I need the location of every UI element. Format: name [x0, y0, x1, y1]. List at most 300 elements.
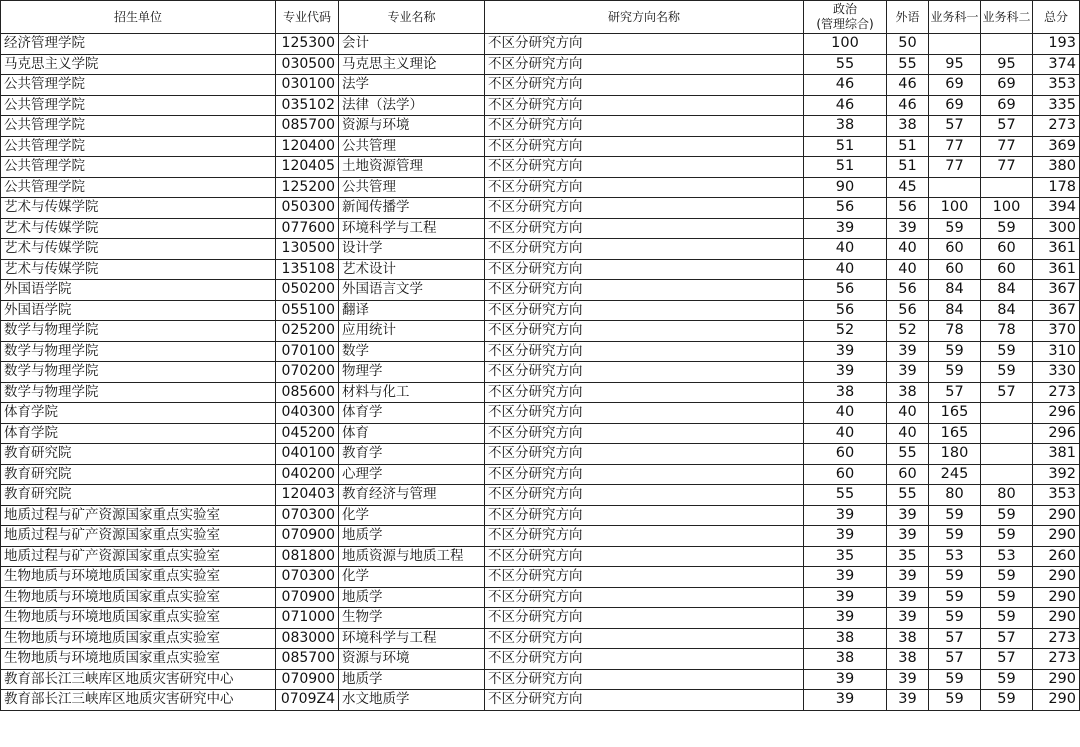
cell-foreign: 56 — [887, 198, 929, 219]
table-row — [1, 341, 1080, 362]
cell-subject1: 59 — [929, 362, 981, 383]
cell-code: 070300 — [276, 567, 339, 588]
cell-unit: 生物地质与环境地质国家重点实验室 — [1, 608, 276, 629]
cell-direction: 不区分研究方向 — [485, 95, 804, 116]
cell-direction: 不区分研究方向 — [485, 280, 804, 301]
cell-direction: 不区分研究方向 — [485, 54, 804, 75]
cell-total: 296 — [1033, 423, 1080, 444]
table-row — [1, 239, 1080, 260]
cell-total: 260 — [1033, 546, 1080, 567]
cell-unit: 教育部长江三峡库区地质灾害研究中心 — [1, 690, 276, 711]
header-subject2: 业务科二 — [981, 1, 1033, 34]
header-code: 专业代码 — [276, 1, 339, 34]
cell-subject1: 77 — [929, 157, 981, 178]
cell-direction: 不区分研究方向 — [485, 587, 804, 608]
cell-direction: 不区分研究方向 — [485, 362, 804, 383]
cell-politics: 39 — [804, 567, 887, 588]
cell-code: 070300 — [276, 505, 339, 526]
cell-total: 193 — [1033, 34, 1080, 55]
table-row — [1, 116, 1080, 137]
cell-foreign: 46 — [887, 75, 929, 96]
cell-total: 290 — [1033, 587, 1080, 608]
cell-major: 化学 — [339, 567, 485, 588]
table-row — [1, 218, 1080, 239]
cell-total: 369 — [1033, 136, 1080, 157]
cell-subject1: 60 — [929, 259, 981, 280]
cell-subject2: 57 — [981, 628, 1033, 649]
cell-code: 030500 — [276, 54, 339, 75]
cell-foreign: 39 — [887, 218, 929, 239]
cell-direction: 不区分研究方向 — [485, 403, 804, 424]
cell-direction: 不区分研究方向 — [485, 198, 804, 219]
cell-major: 地质学 — [339, 587, 485, 608]
cell-total: 367 — [1033, 300, 1080, 321]
cell-foreign: 52 — [887, 321, 929, 342]
cell-politics: 40 — [804, 239, 887, 260]
table-row — [1, 526, 1080, 547]
cell-unit: 公共管理学院 — [1, 116, 276, 137]
cell-code: 125200 — [276, 177, 339, 198]
cell-major: 设计学 — [339, 239, 485, 260]
cell-subject1: 57 — [929, 116, 981, 137]
cell-subject2: 60 — [981, 259, 1033, 280]
table-row — [1, 628, 1080, 649]
table-row — [1, 198, 1080, 219]
cell-subject1: 77 — [929, 136, 981, 157]
cell-foreign: 39 — [887, 690, 929, 711]
header-total: 总分 — [1033, 1, 1080, 34]
cell-subject2 — [981, 423, 1033, 444]
cell-foreign: 55 — [887, 54, 929, 75]
cell-major: 翻译 — [339, 300, 485, 321]
cell-politics: 38 — [804, 628, 887, 649]
cell-subject2: 59 — [981, 690, 1033, 711]
cell-politics: 39 — [804, 669, 887, 690]
cell-foreign: 39 — [887, 526, 929, 547]
cell-total: 273 — [1033, 649, 1080, 670]
cell-subject2: 59 — [981, 341, 1033, 362]
cell-unit: 数学与物理学院 — [1, 382, 276, 403]
cell-major: 新闻传播学 — [339, 198, 485, 219]
cell-subject1: 59 — [929, 505, 981, 526]
cell-unit: 公共管理学院 — [1, 177, 276, 198]
table-row — [1, 136, 1080, 157]
cell-total: 353 — [1033, 485, 1080, 506]
cell-subject1 — [929, 177, 981, 198]
cell-politics: 40 — [804, 423, 887, 444]
cell-code: 130500 — [276, 239, 339, 260]
header-unit: 招生单位 — [1, 1, 276, 34]
cell-foreign: 39 — [887, 341, 929, 362]
cell-direction: 不区分研究方向 — [485, 341, 804, 362]
cell-foreign: 40 — [887, 239, 929, 260]
cell-subject1: 69 — [929, 95, 981, 116]
cell-subject2: 57 — [981, 116, 1033, 137]
cell-subject2: 59 — [981, 505, 1033, 526]
cell-subject1: 60 — [929, 239, 981, 260]
cell-politics: 56 — [804, 198, 887, 219]
cell-politics: 51 — [804, 157, 887, 178]
cell-foreign: 39 — [887, 587, 929, 608]
header-row — [1, 1, 1080, 34]
cell-foreign: 46 — [887, 95, 929, 116]
cell-unit: 数学与物理学院 — [1, 321, 276, 342]
cell-unit: 生物地质与环境地质国家重点实验室 — [1, 587, 276, 608]
cell-major: 资源与环境 — [339, 116, 485, 137]
header-subject1: 业务科一 — [929, 1, 981, 34]
cell-unit: 生物地质与环境地质国家重点实验室 — [1, 649, 276, 670]
table-row — [1, 423, 1080, 444]
cell-politics: 38 — [804, 382, 887, 403]
cell-code: 081800 — [276, 546, 339, 567]
cell-code: 120405 — [276, 157, 339, 178]
cell-foreign: 38 — [887, 628, 929, 649]
cell-major: 地质学 — [339, 526, 485, 547]
cell-subject2: 80 — [981, 485, 1033, 506]
cell-major: 数学 — [339, 341, 485, 362]
cell-politics: 90 — [804, 177, 887, 198]
cell-foreign: 35 — [887, 546, 929, 567]
cell-major: 化学 — [339, 505, 485, 526]
cell-direction: 不区分研究方向 — [485, 546, 804, 567]
cell-foreign: 39 — [887, 567, 929, 588]
cell-foreign: 51 — [887, 136, 929, 157]
cell-direction: 不区分研究方向 — [485, 75, 804, 96]
cell-direction: 不区分研究方向 — [485, 628, 804, 649]
cell-total: 273 — [1033, 628, 1080, 649]
cell-total: 353 — [1033, 75, 1080, 96]
cell-politics: 46 — [804, 75, 887, 96]
cell-politics: 52 — [804, 321, 887, 342]
cell-subject1: 53 — [929, 546, 981, 567]
cell-subject1: 180 — [929, 444, 981, 465]
cell-politics: 40 — [804, 259, 887, 280]
cell-unit: 地质过程与矿产资源国家重点实验室 — [1, 526, 276, 547]
cell-subject1: 59 — [929, 690, 981, 711]
cell-foreign: 39 — [887, 362, 929, 383]
header-politics: 政治 (管理综合) — [804, 1, 887, 34]
cell-foreign: 39 — [887, 505, 929, 526]
cell-unit: 外国语学院 — [1, 280, 276, 301]
cell-politics: 60 — [804, 444, 887, 465]
cell-code: 070900 — [276, 669, 339, 690]
cell-subject1: 59 — [929, 526, 981, 547]
cell-subject1: 95 — [929, 54, 981, 75]
table-row — [1, 34, 1080, 55]
cell-politics: 40 — [804, 403, 887, 424]
cell-foreign: 39 — [887, 608, 929, 629]
table-row — [1, 280, 1080, 301]
cell-subject2: 59 — [981, 362, 1033, 383]
table-row — [1, 485, 1080, 506]
cell-politics: 39 — [804, 218, 887, 239]
cell-total: 370 — [1033, 321, 1080, 342]
cell-major: 法学 — [339, 75, 485, 96]
cell-major: 公共管理 — [339, 177, 485, 198]
table-row — [1, 403, 1080, 424]
cell-foreign: 60 — [887, 464, 929, 485]
cell-unit: 公共管理学院 — [1, 75, 276, 96]
cell-subject2 — [981, 177, 1033, 198]
table-row — [1, 444, 1080, 465]
cell-code: 135108 — [276, 259, 339, 280]
header-major: 专业名称 — [339, 1, 485, 34]
cell-unit: 公共管理学院 — [1, 136, 276, 157]
cell-major: 心理学 — [339, 464, 485, 485]
cell-code: 077600 — [276, 218, 339, 239]
cell-foreign: 55 — [887, 444, 929, 465]
cell-code: 040100 — [276, 444, 339, 465]
cell-subject2: 59 — [981, 526, 1033, 547]
cell-code: 070900 — [276, 587, 339, 608]
cell-code: 050300 — [276, 198, 339, 219]
cell-politics: 39 — [804, 587, 887, 608]
cell-subject1: 69 — [929, 75, 981, 96]
cell-politics: 39 — [804, 608, 887, 629]
cell-politics: 39 — [804, 526, 887, 547]
cell-direction: 不区分研究方向 — [485, 116, 804, 137]
cell-subject2: 84 — [981, 300, 1033, 321]
cell-unit: 生物地质与环境地质国家重点实验室 — [1, 628, 276, 649]
cell-foreign: 56 — [887, 300, 929, 321]
cell-total: 290 — [1033, 526, 1080, 547]
cell-major: 水文地质学 — [339, 690, 485, 711]
cell-major: 土地资源管理 — [339, 157, 485, 178]
cell-total: 178 — [1033, 177, 1080, 198]
cell-major: 教育学 — [339, 444, 485, 465]
cell-unit: 外国语学院 — [1, 300, 276, 321]
table-row — [1, 54, 1080, 75]
cell-politics: 39 — [804, 690, 887, 711]
cell-direction: 不区分研究方向 — [485, 259, 804, 280]
cell-direction: 不区分研究方向 — [485, 690, 804, 711]
cell-major: 地质资源与地质工程 — [339, 546, 485, 567]
table-row — [1, 587, 1080, 608]
table-row — [1, 75, 1080, 96]
cell-code: 071000 — [276, 608, 339, 629]
table-row — [1, 546, 1080, 567]
cell-subject2: 84 — [981, 280, 1033, 301]
cell-subject2: 59 — [981, 669, 1033, 690]
cell-total: 394 — [1033, 198, 1080, 219]
cell-code: 070200 — [276, 362, 339, 383]
cell-foreign: 38 — [887, 116, 929, 137]
cell-subject2: 57 — [981, 649, 1033, 670]
cell-politics: 39 — [804, 341, 887, 362]
cell-unit: 体育学院 — [1, 423, 276, 444]
cell-code: 083000 — [276, 628, 339, 649]
cell-foreign: 51 — [887, 157, 929, 178]
cell-unit: 艺术与传媒学院 — [1, 218, 276, 239]
cell-subject1: 57 — [929, 628, 981, 649]
header-foreign: 外语 — [887, 1, 929, 34]
cell-code: 120400 — [276, 136, 339, 157]
table-row — [1, 300, 1080, 321]
cell-politics: 55 — [804, 485, 887, 506]
cell-direction: 不区分研究方向 — [485, 218, 804, 239]
table-row — [1, 259, 1080, 280]
table-row — [1, 321, 1080, 342]
cell-subject1 — [929, 34, 981, 55]
cell-direction: 不区分研究方向 — [485, 505, 804, 526]
cell-code: 030100 — [276, 75, 339, 96]
cell-politics: 38 — [804, 116, 887, 137]
cell-subject2: 53 — [981, 546, 1033, 567]
cell-total: 290 — [1033, 608, 1080, 629]
cell-direction: 不区分研究方向 — [485, 485, 804, 506]
table-row — [1, 362, 1080, 383]
cell-politics: 51 — [804, 136, 887, 157]
cell-unit: 地质过程与矿产资源国家重点实验室 — [1, 546, 276, 567]
cell-major: 会计 — [339, 34, 485, 55]
cell-subject2 — [981, 34, 1033, 55]
cell-subject2: 69 — [981, 95, 1033, 116]
cell-code: 040300 — [276, 403, 339, 424]
cell-foreign: 50 — [887, 34, 929, 55]
cell-subject1: 57 — [929, 649, 981, 670]
cell-unit: 教育研究院 — [1, 444, 276, 465]
table-row — [1, 690, 1080, 711]
cell-subject2: 60 — [981, 239, 1033, 260]
cell-foreign: 38 — [887, 649, 929, 670]
cell-foreign: 40 — [887, 403, 929, 424]
cell-subject1: 59 — [929, 669, 981, 690]
cell-total: 361 — [1033, 259, 1080, 280]
cell-total: 367 — [1033, 280, 1080, 301]
header-direction: 研究方向名称 — [485, 1, 804, 34]
cell-subject1: 59 — [929, 567, 981, 588]
cell-direction: 不区分研究方向 — [485, 649, 804, 670]
cell-subject1: 165 — [929, 423, 981, 444]
cell-politics: 38 — [804, 649, 887, 670]
cell-unit: 生物地质与环境地质国家重点实验室 — [1, 567, 276, 588]
cell-subject1: 245 — [929, 464, 981, 485]
cell-code: 050200 — [276, 280, 339, 301]
cell-code: 035102 — [276, 95, 339, 116]
table-body — [1, 34, 1080, 711]
cell-direction: 不区分研究方向 — [485, 444, 804, 465]
cell-total: 374 — [1033, 54, 1080, 75]
cell-politics: 55 — [804, 54, 887, 75]
cell-total: 290 — [1033, 690, 1080, 711]
cell-code: 045200 — [276, 423, 339, 444]
cell-unit: 数学与物理学院 — [1, 341, 276, 362]
cell-code: 125300 — [276, 34, 339, 55]
cell-code: 070900 — [276, 526, 339, 547]
cell-major: 教育经济与管理 — [339, 485, 485, 506]
cell-subject1: 57 — [929, 382, 981, 403]
cell-code: 070100 — [276, 341, 339, 362]
cell-major: 资源与环境 — [339, 649, 485, 670]
cell-unit: 教育研究院 — [1, 485, 276, 506]
cell-foreign: 40 — [887, 423, 929, 444]
cell-subject1: 84 — [929, 280, 981, 301]
cell-total: 335 — [1033, 95, 1080, 116]
cell-total: 296 — [1033, 403, 1080, 424]
cell-total: 290 — [1033, 567, 1080, 588]
cell-subject2: 59 — [981, 567, 1033, 588]
cell-subject2 — [981, 464, 1033, 485]
cell-major: 体育 — [339, 423, 485, 444]
cell-direction: 不区分研究方向 — [485, 239, 804, 260]
cell-major: 生物学 — [339, 608, 485, 629]
cell-total: 273 — [1033, 382, 1080, 403]
cell-major: 物理学 — [339, 362, 485, 383]
cell-foreign: 56 — [887, 280, 929, 301]
cell-politics: 35 — [804, 546, 887, 567]
cell-subject1: 80 — [929, 485, 981, 506]
cell-major: 地质学 — [339, 669, 485, 690]
cell-subject2: 59 — [981, 587, 1033, 608]
cell-foreign: 40 — [887, 259, 929, 280]
cell-code: 085700 — [276, 649, 339, 670]
table-row — [1, 157, 1080, 178]
cell-politics: 56 — [804, 300, 887, 321]
cell-major: 体育学 — [339, 403, 485, 424]
cell-unit: 艺术与传媒学院 — [1, 259, 276, 280]
cell-subject1: 59 — [929, 218, 981, 239]
cell-major: 外国语言文学 — [339, 280, 485, 301]
table-row — [1, 464, 1080, 485]
table-row — [1, 505, 1080, 526]
table-row — [1, 567, 1080, 588]
cell-total: 380 — [1033, 157, 1080, 178]
cell-total: 290 — [1033, 669, 1080, 690]
cell-code: 040200 — [276, 464, 339, 485]
cell-code: 0709Z4 — [276, 690, 339, 711]
cell-politics: 39 — [804, 362, 887, 383]
cell-total: 310 — [1033, 341, 1080, 362]
cell-subject2: 77 — [981, 136, 1033, 157]
cell-politics: 60 — [804, 464, 887, 485]
cell-unit: 马克思主义学院 — [1, 54, 276, 75]
cell-major: 公共管理 — [339, 136, 485, 157]
cell-unit: 数学与物理学院 — [1, 362, 276, 383]
cell-unit: 公共管理学院 — [1, 157, 276, 178]
cell-code: 120403 — [276, 485, 339, 506]
cell-major: 环境科学与工程 — [339, 218, 485, 239]
cell-direction: 不区分研究方向 — [485, 669, 804, 690]
cell-subject1: 59 — [929, 587, 981, 608]
cell-subject2 — [981, 444, 1033, 465]
cell-subject1: 165 — [929, 403, 981, 424]
cell-foreign: 38 — [887, 382, 929, 403]
cell-total: 290 — [1033, 505, 1080, 526]
cell-direction: 不区分研究方向 — [485, 177, 804, 198]
cell-subject2: 59 — [981, 218, 1033, 239]
cell-unit: 公共管理学院 — [1, 95, 276, 116]
cell-unit: 教育研究院 — [1, 464, 276, 485]
cell-subject2: 100 — [981, 198, 1033, 219]
cell-direction: 不区分研究方向 — [485, 608, 804, 629]
cell-code: 085700 — [276, 116, 339, 137]
cell-subject1: 59 — [929, 341, 981, 362]
cell-subject2: 78 — [981, 321, 1033, 342]
cell-code: 025200 — [276, 321, 339, 342]
cell-unit: 艺术与传媒学院 — [1, 239, 276, 260]
cell-subject2: 95 — [981, 54, 1033, 75]
cell-total: 300 — [1033, 218, 1080, 239]
cell-direction: 不区分研究方向 — [485, 382, 804, 403]
cell-subject1: 100 — [929, 198, 981, 219]
cell-total: 381 — [1033, 444, 1080, 465]
table-row — [1, 382, 1080, 403]
cell-major: 法律（法学） — [339, 95, 485, 116]
cell-subject2: 69 — [981, 75, 1033, 96]
cell-unit: 艺术与传媒学院 — [1, 198, 276, 219]
cell-total: 392 — [1033, 464, 1080, 485]
cell-subject1: 59 — [929, 608, 981, 629]
